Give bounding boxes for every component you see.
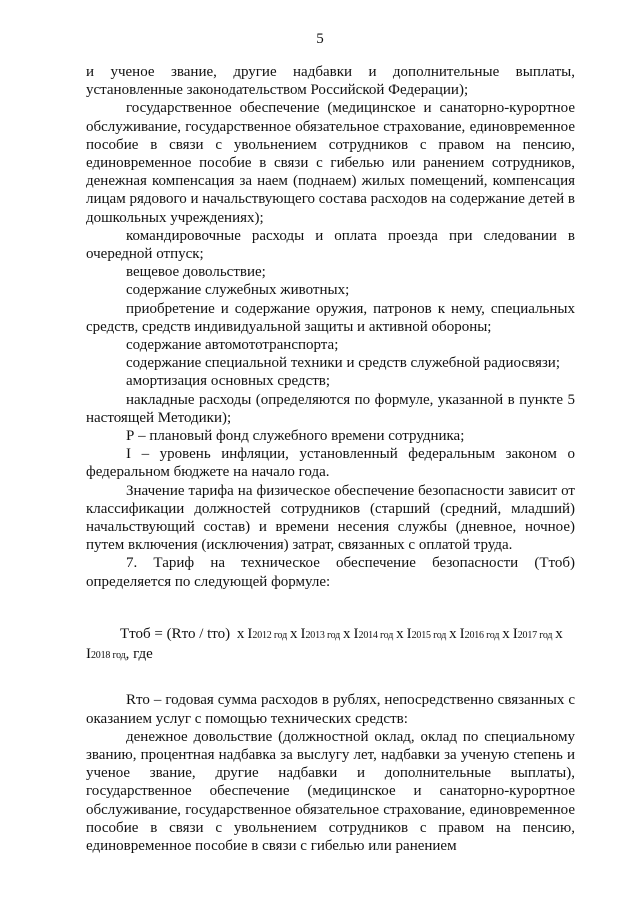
formula-factor-last: I2018 год xyxy=(86,646,126,663)
paragraph: государственное обеспечение (медицинское и санаторно-курортное обслуживание, государственное обязательное страхование, единовременное пособие в связи с увольнением сотрудников с правом на пенсию, единовременное пособие в связи с гибелью или ранением сотрудников, денежная компенсация за наем (поднаем) жилых помещений, компенсация лицам рядового и начальствующего состава расходов на содержание детей в дошкольных учреждениях); xyxy=(86,100,575,226)
formula-times: x xyxy=(555,625,563,642)
paragraph: 7. Тариф на техническое обеспечение безопасности (Ттоб) определяется по следующей формуле: xyxy=(86,555,575,590)
paragraph: Р – плановый фонд служебного времени сотрудника; xyxy=(126,428,465,445)
formula-times: x xyxy=(343,625,351,642)
paragraph: накладные расходы (определяются по формуле, указанной в пункте 5 настоящей Методики); xyxy=(86,391,575,426)
paragraph: Rто – годовая сумма расходов в рублях, непосредственно связанных с оказанием услуг с помощью технических средств: xyxy=(86,692,575,727)
page-number: 5 xyxy=(316,31,324,47)
formula-lhs: Ттоб = (Rто / tто) xyxy=(120,625,231,642)
document-body xyxy=(86,63,575,855)
paragraph: денежное довольствие (должностной оклад, оклад по специальному званию, процентная надбавка за выслугу лет, надбавки за ученую степень и ученое звание, другие надбавки и дополнительные выплаты), государственное обеспечение (медицинское и санаторно-курортное обслуживание, государственное обязательное страхование, единовременное пособие в связи с увольнением сотрудников с правом на пенсию, единовременное пособие в связи с гибелью или ранением xyxy=(86,728,575,854)
paragraph: и ученое звание, другие надбавки и дополнительные выплаты, установленные законодательством Российской Федерации); xyxy=(86,64,575,99)
formula-times: x xyxy=(289,625,298,642)
formula-times: x xyxy=(236,625,245,642)
formula-times: x xyxy=(502,625,510,642)
formula-factor: I2015 год xyxy=(406,625,447,642)
paragraphs-after-formula xyxy=(86,691,575,855)
formula-factors xyxy=(234,626,566,642)
paragraph: содержание автомототранспорта; xyxy=(126,337,339,354)
paragraph: содержание специальной техники и средств служебной радиосвязи; xyxy=(126,355,560,372)
paragraph: амортизация основных средств; xyxy=(126,373,331,390)
formula-block xyxy=(86,625,575,665)
formula-factor: I2013 год xyxy=(300,625,341,642)
formula-factor: I2016 год xyxy=(459,625,500,642)
paragraphs-before-formula xyxy=(86,63,575,591)
formula-times: x xyxy=(449,625,457,642)
formula-factor: I2012 год xyxy=(247,625,287,642)
paragraph: I – уровень инфляции, установленный федеральным законом о федеральном бюджете на начало года. xyxy=(86,446,575,481)
paragraph: вещевое довольствие; xyxy=(126,264,266,281)
paragraph: приобретение и содержание оружия, патронов к нему, специальных средств, средств индивидуальной защиты и активной обороны; xyxy=(86,300,575,335)
formula-times: x xyxy=(396,625,404,642)
formula-factor: I2017 год xyxy=(512,625,553,642)
paragraph: Значение тарифа на физическое обеспечение безопасности зависит от классификации должностей сотрудников (старший (средний, младший) начальствующий состав) и времени несения службы (дневное, ночное) путем включения (исключения) затрат, связанных с оплатой труда. xyxy=(86,482,575,554)
formula-line-2 xyxy=(86,645,575,665)
formula-tail: , где xyxy=(125,646,153,663)
formula-factor: I2014 год xyxy=(353,625,394,642)
paragraph: содержание служебных животных; xyxy=(126,282,350,299)
paragraph: командировочные расходы и оплата проезда при следовании в очередной отпуск; xyxy=(86,227,575,263)
formula-line xyxy=(86,625,575,645)
